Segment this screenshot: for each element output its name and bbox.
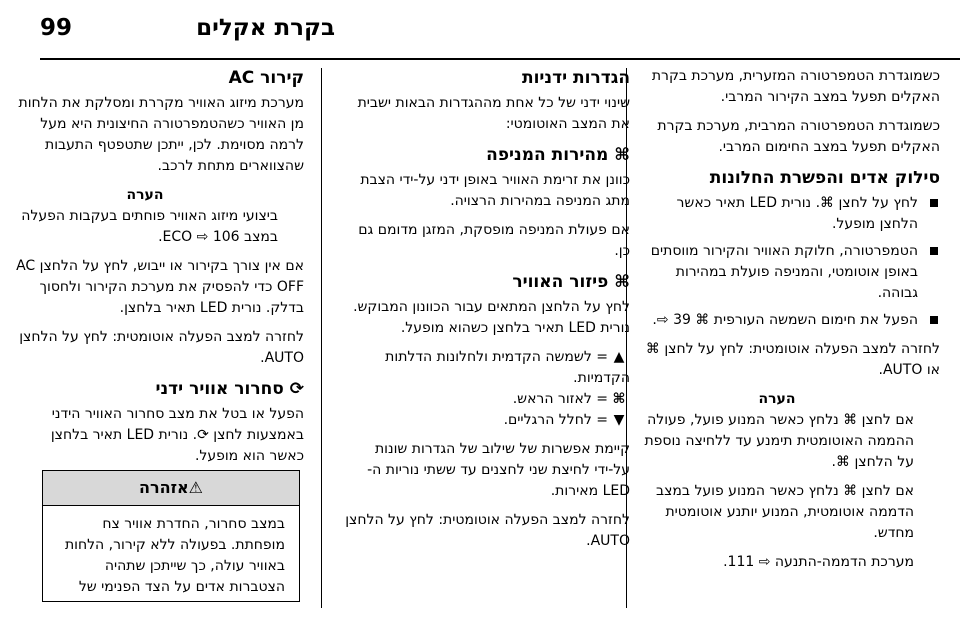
note-block [12,185,304,248]
page-header [0,0,960,58]
note-label: הערה [126,187,164,203]
column-divider-left [321,68,322,608]
manual-intro: שינוי ידני של כל אחת מההגדרות הבאות ישבית את המצב האוטומטי: [357,95,630,132]
return-auto-paragraph: לחזרה למצב הפעלה אוטומטית: לחץ על לחצן ⌘ או AUTO. [645,341,940,378]
head-area-icon: ⌘ [612,391,626,407]
bullet-icon [930,316,938,324]
right-column [640,66,940,581]
list-item: ⌘= לאזור הראש. [340,389,630,410]
note-paragraph: אם לחצן ⌘ נלחץ כאשר המנוע פועל, פעולה ההממה האוטומטית תימנע עד ללחיצה נוספת על הלחצן ⌘. [644,412,914,470]
list-item: לחץ על לחצן ⌘. נורית LED תאיר כאשר הלחצן מופעל. [640,193,940,235]
recirculation-heading: ⟳ סחרור אוויר ידני [155,379,304,399]
list-item: הטמפרטורה, חלוקת האוויר והקירור מווסתים באופן אוטומטי, והמניפה פועלת במהירות גבוהה. [640,241,940,304]
ac-off-paragraph: אם אין צורך בקירור או ייבוש, לחץ על הלחצן AC OFF כדי להפסיק את מערכת הקירור ולחסוך בדלק. נורית LED תאיר בלחצן. [16,258,304,316]
air-distribution-paragraph: לחץ על הלחצן המתאים עבור הכוונון המבוקש. נורית LED תאיר בלחצן כשהוא מופעל. [353,299,630,336]
symbol-list [340,347,630,431]
middle-column [340,66,630,560]
warning-header [43,471,299,506]
manual-settings-heading: הגדרות ידניות [521,68,630,88]
warning-box [42,470,300,602]
return-auto-paragraph: לחזרה למצב הפעלה אוטומטית: לחץ על הלחצן AUTO. [19,329,304,366]
recirculation-paragraph: הפעל או בטל את מצב סחרור האוויר הידני באמצעות לחצן ⟳. נורית LED תאיר בלחצן כאשר הוא מופעל. [50,406,304,464]
defog-heading: סילוק אדים והפשרת החלונות [709,168,940,188]
fan-stop-paragraph: אם פעולת המניפה מופסקת, המזגן מדומם גם כן. [358,222,630,259]
defog-bullet-list [640,193,940,331]
note-paragraph: ביצועי מיזוג האוויר פוחתים בעקבות הפעלה במצב ECO ⇨ 106. [21,208,278,245]
header-rule [40,58,960,60]
bullet-icon [930,199,938,207]
note-label: הערה [758,391,796,407]
note-paragraph: אם לחצן ⌘ נלחץ כאשר המנוע פועל במצב הדממה אוטומטית, המנוע יותנע אוטומטית מחדש. [656,483,914,541]
max-cooling-paragraph: כשמוגדרת הטמפרטורה המזערית, מערכת בקרת האקלים תפעל במצב הקירור המרבי. [651,68,940,105]
list-item: ▲= לשמשה הקדמית ולחלונות הדלתות הקדמיות. [385,349,630,386]
max-heating-paragraph: כשמוגדרת הטמפרטורה המרבית, מערכת בקרת האקלים תפעל במצב החימום המרבי. [657,118,940,155]
ac-paragraph: מערכת מיזוג האוויר מקררת ומסלקת את הלחות מן האוויר כשהטמפרטורה החיצונית היא מעל לרמה מסוימת. לכן, ייתכן שתטפטף התעבות שהצווארים מתחת לרכב. [18,95,304,174]
warning-title: אזהרה [138,478,189,497]
note-block [640,389,940,573]
list-item: ▼= לחלל הרגליים. [340,410,630,431]
page-title: בקרת אקלים [196,15,335,41]
list-item: הפעל את חימום השמשה העורפית ⌘ 39 ⇨. [640,310,940,331]
return-auto-paragraph: לחזרה למצב הפעלה אוטומטית: לחץ על הלחצן AUTO. [345,512,630,549]
left-column [12,66,304,475]
fan-speed-paragraph: כוונן את זרימת האוויר באופן ידני על-ידי הצבת מתג המניפה במהירות הרצויה. [360,172,630,209]
ac-cooling-heading: קירור AC [228,68,304,88]
footwell-icon: ▼ [613,412,625,428]
warning-text: במצב סחרור, החדרת אוויר צח מופחתת. בפעולה ללא קירור, הלחות באוויר עולה, כך שייתכן שתהיה הצטברות אדים על הצד הפנימי של [64,516,285,595]
air-distribution-heading: ⌘ פיזור האוויר [512,272,630,292]
page-number: 99 [40,15,73,41]
combination-paragraph: קיימת אפשרות של שילוב של הגדרות שונות על-ידי לחיצת שני לחצנים עד ששתי נוריות ה-LED מאירות. [367,441,630,499]
fan-speed-heading: ⌘ מהירות המניפה [486,145,630,165]
bullet-icon [930,247,938,255]
note-paragraph: מערכת הדממה-התנעה ⇨ 111. [723,554,914,570]
warning-triangle-icon: ⚠ [188,478,203,497]
windshield-icon: ▲ [613,349,625,365]
